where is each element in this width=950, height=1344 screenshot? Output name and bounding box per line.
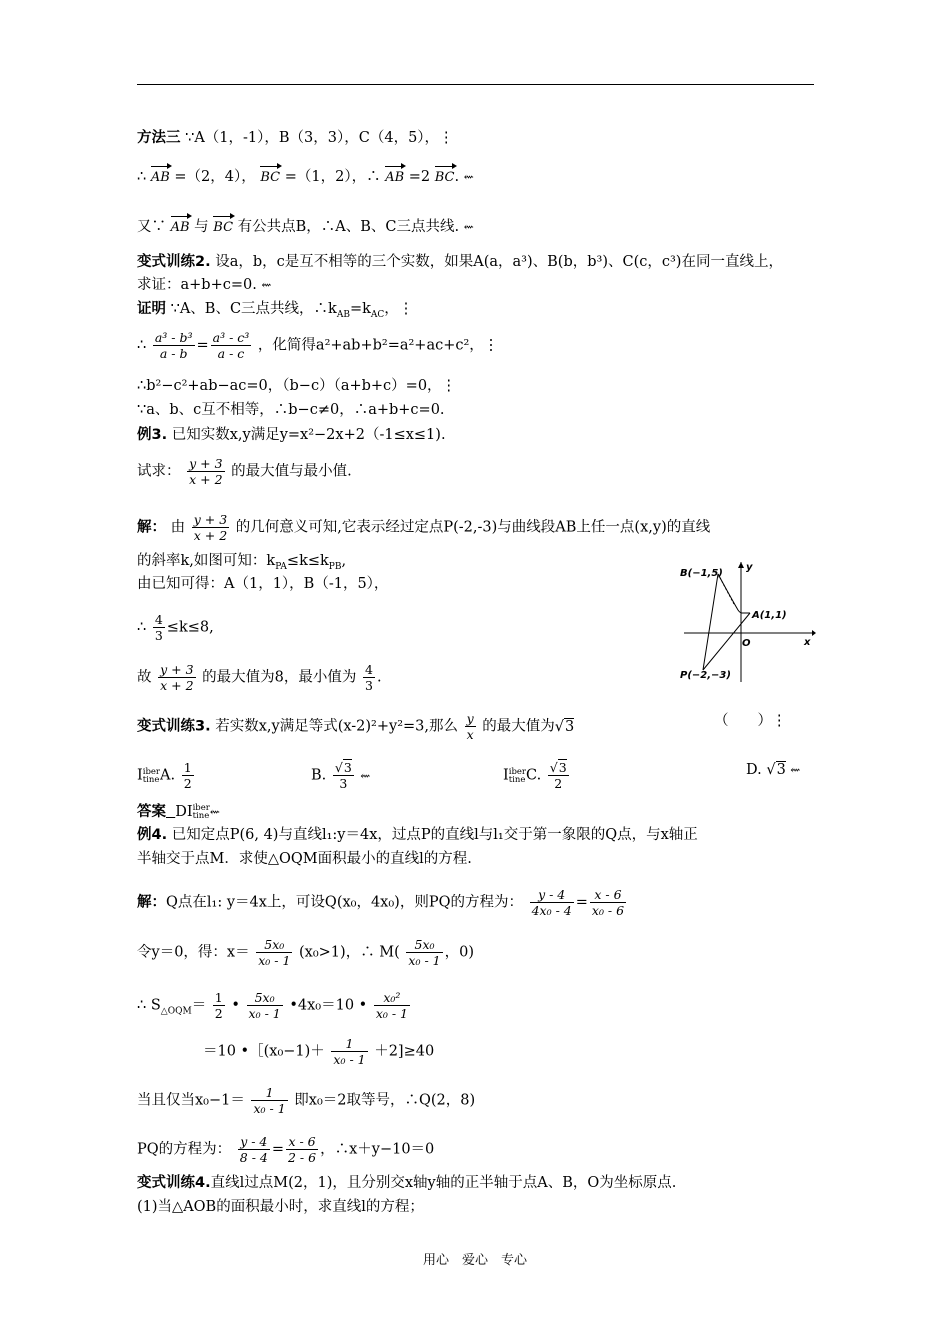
fraction: $\frac{x - 6}{2 - 6}$	[288, 1134, 317, 1165]
fish-icon: ⇜	[360, 768, 371, 783]
ex3-sol3: 由已知可得：A（1，1），B（-1，5），	[137, 576, 389, 592]
method3-label: 方法三	[137, 130, 181, 146]
ex2-proof1: 证明 ∵A、B、C三点共线，$\therefore k_{AB}=k_{AC}$，⋮	[137, 301, 414, 320]
ex2-proof3: ∴b²−c²+ab−ac=0，（b−c）（a+b+c）=0，⋮	[137, 378, 457, 394]
ex4-line1: 例4. 已知定点P(6, 4)与直线l₁:y＝4x，过点P的直线l与l₁交于第一象限的Q点，与x轴正	[137, 827, 698, 843]
method3-line1	[137, 128, 454, 148]
fraction: $\frac{\text{x₀²}}{\text{x₀ - 1}}$	[375, 990, 409, 1021]
fraction: $\frac{y + 3}{x + 2}$	[160, 662, 194, 693]
ex4-label: 例4.	[137, 827, 168, 843]
fraction: $\frac{\text{a³ - c³}}{a - c}$	[212, 330, 250, 361]
ex3b-opt-d: D. √3 ⇜	[746, 762, 801, 778]
ex3b-answer: 答案 DIiber tine⇜	[137, 803, 220, 821]
fraction: $\frac{\text{5x₀}}{\text{x₀ - 1}}$	[408, 937, 441, 968]
header-rule	[137, 84, 814, 85]
ex3-line2: 试求： $\frac{y + 3}{x + 2}$ 的最大值与最小值.	[137, 456, 352, 487]
ex4-sol3: ∴ $S_{\triangle OQM}=$ $\frac{1}{2}$ • $\frac{\text{5x₀}}{\text{x₀ - 1}}$ •4x₀＝10 • $\frac{\text{x₀²}}{\text{x₀ - 1}}$	[137, 990, 409, 1021]
ex2-label: 变式训练2.	[137, 254, 211, 270]
solution-label: 解：	[137, 894, 166, 911]
glyph-mark: iber tine	[508, 766, 526, 785]
x-axis-arrow	[812, 630, 816, 636]
ex4-sol4: ＝10 •［(x₀−1)＋ $\frac{1}{\text{x₀ - 1}}$ ＋2]≥40	[203, 1036, 435, 1067]
ex4b-label: 变式训练4.	[137, 1175, 211, 1191]
fraction: $\frac{1}{\text{x₀ - 1}}$	[333, 1036, 366, 1067]
ex3-sol5: 故 $\frac{y + 3}{x + 2}$ 的最大值为8，最小值为 $\frac{4}{3}$ .	[137, 662, 382, 693]
answer-label: 答案	[137, 804, 166, 820]
label-x: x	[804, 637, 811, 648]
vector-ab: AB	[151, 165, 170, 188]
fish-icon: ⇜	[463, 220, 474, 234]
vector-bc: BC	[435, 165, 455, 188]
ex4-sol6: PQ的方程为： $\frac{y - 4}{8 - 4}$ = $\frac{x - 6}{2 - 6}$ ，∴x＋y−10＝0	[137, 1134, 435, 1165]
sqrt: √3	[554, 718, 575, 735]
fish-icon: ⇜	[463, 170, 474, 184]
label-o: O	[742, 638, 751, 649]
ex2-proof4: ∵a、b、c互不相等，∴b−c≠0，∴a+b+c=0.	[137, 402, 445, 418]
method3-given: ∵A（1，-1），B（3，3），C（4，5），⋮	[185, 130, 454, 146]
ex4b-line1: 变式训练4.直线l过点M(2，1)，且分别交x轴y轴的正半轴于点A、B，O为坐标原点.	[137, 1175, 677, 1191]
line-pb	[703, 574, 718, 670]
ex3b-opt-c: Iiber tineC. $\frac{√3}{2}$	[503, 760, 567, 791]
method3-line2: ∴ AB =（2，4）， BC =（1，2），∴ AB =2 BC. ⇜	[137, 165, 474, 188]
page-footer: 用心 爱心 专心	[422, 1253, 527, 1268]
vector-bc: BC	[260, 165, 280, 188]
fraction: $\frac{√3}{3}$	[334, 760, 352, 791]
fish-icon: ⇜	[209, 805, 220, 819]
fraction: $\frac{y + 3}{x + 2}$	[193, 512, 228, 543]
ex3-label: 例3.	[137, 427, 168, 443]
fraction: $\frac{1}{2}$	[214, 990, 223, 1021]
ex2-line1: 变式训练2. 设a，b，c是互不相等的三个实数，如果A(a，a³)、B(b，b³)、C(c，c³)在同一直线上，	[137, 254, 783, 270]
ex3-sol2: 的斜率k,如图可知：$k_{PA}\le k\le k_{PB}$,	[137, 553, 347, 572]
fraction: $\frac{\text{5x₀}}{\text{x₀ - 1}}$	[248, 990, 281, 1021]
ex3b-opt-a: Iiber tineA. $\frac{1}{2}$	[137, 760, 192, 791]
fraction: $\frac{x - 6}{\text{x₀ - 6}}$	[591, 887, 625, 918]
fraction: $\frac{√3}{2}$	[549, 760, 567, 791]
ex4-sol1: 解：Q点在l₁: y＝4x上，可设Q(x₀，4x₀)，则PQ的方程为： $\frac{y - 4}{\text{4x₀ - 4}}$ = $\frac{x - 6}{\text{x₀ - 6}}$	[137, 887, 625, 918]
ex3b-opt-b: B. $\frac{√3}{3}$ ⇜	[311, 760, 371, 791]
ex4-sol2: 令y＝0，得：x＝ $\frac{\text{5x₀}}{\text{x₀ - 1}}$ (x₀>1)，∴ M( $\frac{\text{5x₀}}{\text{x₀ - 1}}$ ，0)	[137, 937, 474, 968]
glyph-mark: iber tine	[192, 803, 210, 821]
fish-icon: ⇜	[261, 278, 272, 292]
fraction: $\frac{1}{\text{x₀ - 1}}$	[253, 1085, 286, 1116]
proof-label: 证明	[137, 301, 166, 317]
ex3-line1: 例3. 已知实数x,y满足y=x²−2x+2（-1≤x≤1).	[137, 427, 446, 443]
ex2-line2: 求证：a+b+c=0. ⇜	[137, 277, 272, 293]
fraction: $\frac{y - 4}{8 - 4}$	[239, 1134, 268, 1165]
glyph-mark: iber tine	[142, 766, 160, 785]
vector-ab: AB	[385, 165, 404, 188]
vector-bc: BC	[213, 215, 233, 238]
ex3-sol4: ∴ $\frac{4}{3}$ ≤k≤8,	[137, 612, 214, 643]
label-b: B(−1,5)	[680, 568, 723, 579]
ex4-line2: 半轴交于点M．求使△OQM面积最小的直线l的方程.	[137, 851, 472, 867]
ex2-proof2: ∴ $\frac{\text{a³ - b³}}{a - b}$ = $\frac{\text{a³ - c³}}{a - c}$ ，化简得a²+ab+b²=a²+ac+c²，⋮	[137, 330, 499, 361]
label-p: P(−2,−3)	[680, 670, 731, 681]
coordinate-figure	[676, 558, 816, 686]
fraction: $\frac{\text{a³ - b³}}{a - b}$	[154, 330, 193, 361]
solution-label: 解：	[137, 519, 166, 536]
fraction: $\frac{\text{5x₀}}{\text{x₀ - 1}}$	[258, 937, 291, 968]
fraction: $\frac{4}{3}$	[365, 662, 373, 693]
label-y: y	[746, 562, 753, 573]
fish-icon: ⇜	[790, 763, 801, 777]
fraction: $\frac{y - 4}{\text{4x₀ - 4}}$	[531, 887, 572, 918]
ex4b-part1: (1)当△AOB的面积最小时，求直线l的方程；	[137, 1199, 424, 1215]
ex3b-paren: （ ）⋮	[714, 713, 787, 729]
ex3-sol1: 解： 由 $\frac{y + 3}{x + 2}$ 的几何意义可知,它表示经过定点P(-2,-3)与曲线段AB上任一点(x,y)的直线	[137, 512, 711, 543]
fraction: $\frac{y + 3}{x + 2}$	[189, 456, 223, 487]
ex3b-line1: 变式训练3. 若实数x,y满足等式(x-2)²+y²=3,那么 $\frac{y}{x}$ 的最大值为√3	[137, 711, 575, 742]
y-axis-arrow	[738, 562, 744, 568]
fraction: $\frac{4}{3}$	[154, 612, 163, 643]
ex4-sol5: 当且仅当x₀−1＝ $\frac{1}{\text{x₀ - 1}}$ 即x₀＝2取等号，∴Q(2，8)	[137, 1085, 476, 1116]
ex3b-label: 变式训练3.	[137, 718, 211, 735]
fraction: $\frac{1}{2}$	[183, 760, 192, 791]
vector-ab: AB	[171, 215, 190, 238]
curve-ab	[718, 574, 750, 613]
label-a: A(1,1)	[752, 610, 787, 621]
fraction: $\frac{y}{x}$	[466, 711, 474, 742]
method3-line3: 又∵ AB 与 BC 有公共点B，∴A、B、C三点共线. ⇜	[137, 215, 474, 238]
